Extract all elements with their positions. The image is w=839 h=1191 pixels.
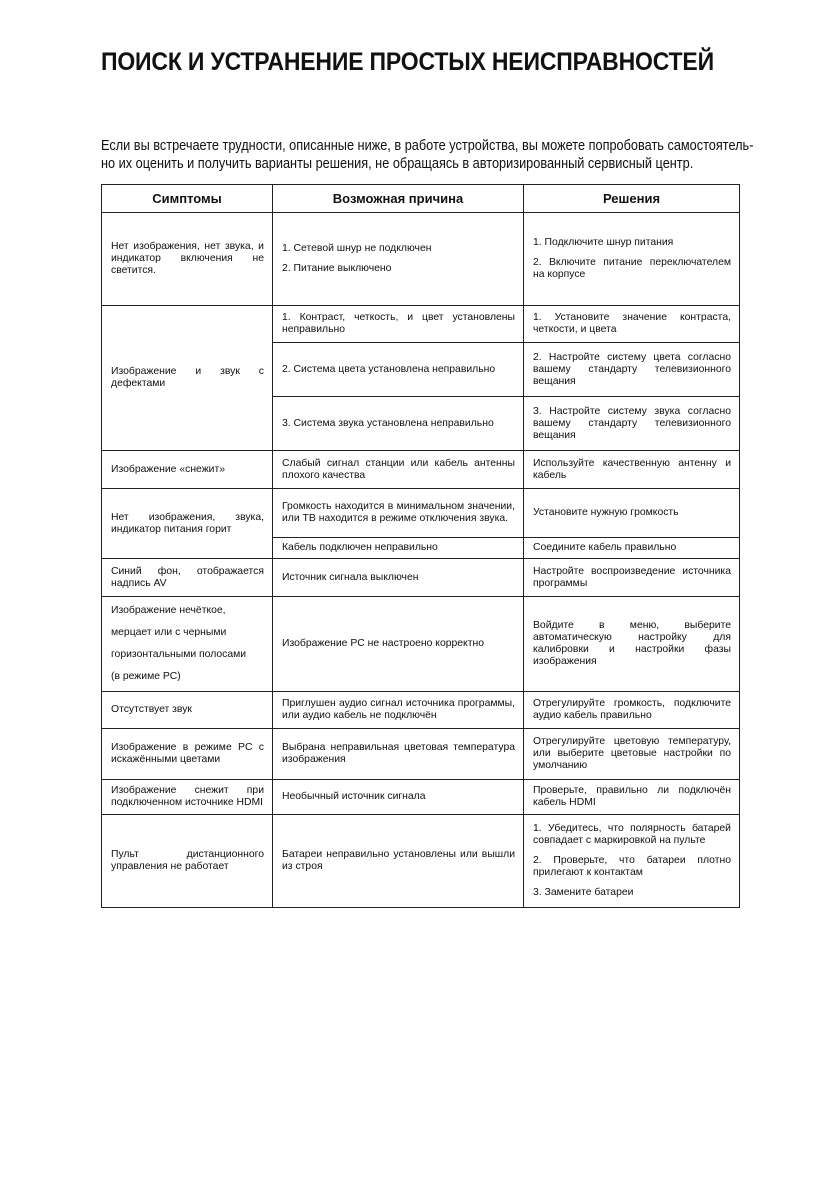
cause-item: 1. Сетевой шнур не подключен — [282, 243, 432, 254]
solution-cell: 2. Настройте систему цвета согласно вашему стандарту телевизионного вещания — [524, 343, 740, 397]
table-row — [102, 692, 740, 729]
solution-cell: Установите нужную громкость — [524, 489, 740, 538]
table-header-row — [102, 185, 740, 213]
cause-cell: Необычный источник сигнала — [273, 780, 524, 815]
cause-cell: 3. Система звука установлена неправильно — [273, 397, 524, 451]
solution-cell — [524, 213, 740, 306]
solution-cell — [524, 815, 740, 908]
solution-item: 2. Включите питание переключателем на корпусе — [533, 257, 731, 280]
table-row — [102, 729, 740, 780]
symptom-line: (в режиме PC) — [111, 671, 181, 682]
table-row — [102, 815, 740, 908]
header-cause: Возможная причина — [273, 185, 524, 213]
solution-item: 2. Проверьте, что батареи плотно прилегают к контактам — [533, 855, 731, 878]
cause-cell: 2. Система цвета установлена неправильно — [273, 343, 524, 397]
solution-item: 1. Убедитесь, что полярность батарей совпадает с маркировкой на пульте — [533, 823, 731, 846]
table-row — [102, 213, 740, 306]
symptom-cell: Изображение и звук с дефектами — [102, 306, 273, 451]
solution-cell: Отрегулируйте громкость, подключите аудио кабель правильно — [524, 692, 740, 729]
cause-cell — [273, 213, 524, 306]
solution-cell: Настройте воспроизведение источника программы — [524, 559, 740, 597]
solution-cell: 3. Настройте систему звука согласно вашему стандарту телевизионного вещания — [524, 397, 740, 451]
symptom-cell: Изображение снежит при подключенном источнике HDMI — [102, 780, 273, 815]
cause-cell: Приглушен аудио сигнал источника программы, или аудио кабель не подключён — [273, 692, 524, 729]
intro-line-2: но их оценить и получить варианты решения, не обращаясь в авторизированный сервисный центр. — [101, 156, 694, 172]
solution-cell: 1. Установите значение контраста, четкости, и цвета — [524, 306, 740, 343]
cause-cell: Громкость находится в минимальном значении, или ТВ находится в режиме отключения звука. — [273, 489, 524, 538]
solution-cell: Войдите в меню, выберите автоматическую настройку для калибровки и настройки фазы изображения — [524, 597, 740, 692]
solution-cell: Используйте качественную антенну и кабель — [524, 451, 740, 489]
symptom-line: Изображение нечёткое, — [111, 605, 226, 616]
symptom-cell: Изображение «снежит» — [102, 451, 273, 489]
cause-cell: Батареи неправильно установлены или вышли из строя — [273, 815, 524, 908]
header-solutions: Решения — [524, 185, 740, 213]
table-row — [102, 489, 740, 538]
table-row — [102, 780, 740, 815]
table-row — [102, 559, 740, 597]
solution-cell: Соедините кабель правильно — [524, 538, 740, 559]
solution-item: 1. Подключите шнур питания — [533, 237, 674, 248]
symptom-cell: Синий фон, отображается надпись AV — [102, 559, 273, 597]
symptom-line: мерцает или с черными — [111, 627, 227, 638]
symptom-cell: Нет изображения, нет звука, и индикатор включения не светится. — [102, 213, 273, 306]
cause-cell: Слабый сигнал станции или кабель антенны плохого качества — [273, 451, 524, 489]
cause-item: 2. Питание выключено — [282, 263, 392, 274]
header-symptoms: Симптомы — [102, 185, 273, 213]
cause-cell: Кабель подключен неправильно — [273, 538, 524, 559]
table-row — [102, 451, 740, 489]
cause-cell: Выбрана неправильная цветовая температура изображения — [273, 729, 524, 780]
cause-cell: Источник сигнала выключен — [273, 559, 524, 597]
symptom-cell: Изображение в режиме PC с искажёнными цветами — [102, 729, 273, 780]
solution-cell: Проверьте, правильно ли подключён кабель HDMI — [524, 780, 740, 815]
solution-item: 3. Замените батареи — [533, 887, 634, 898]
symptom-cell: Отсутствует звук — [102, 692, 273, 729]
cause-cell: Изображение PC не настроено корректно — [273, 597, 524, 692]
intro-line-1: Если вы встречаете трудности, описанные ниже, в работе устройства, вы можете попробовать самостоятель- — [101, 138, 754, 154]
symptom-line: горизонтальными полосами — [111, 649, 247, 660]
symptom-cell: Нет изображения, звука, индикатор питания горит — [102, 489, 273, 559]
intro-paragraph — [101, 137, 754, 173]
table-row — [102, 597, 740, 692]
symptom-cell: Пульт дистанционного управления не работает — [102, 815, 273, 908]
page-title: ПОИСК И УСТРАНЕНИЕ ПРОСТЫХ НЕИСПРАВНОСТЕЙ — [101, 48, 714, 76]
troubleshooting-table — [101, 184, 740, 908]
symptom-cell — [102, 597, 273, 692]
cause-cell: 1. Контраст, четкость, и цвет установлены неправильно — [273, 306, 524, 343]
table-row — [102, 306, 740, 343]
solution-cell: Отрегулируйте цветовую температуру, или выберите цветовые настройки по умолчанию — [524, 729, 740, 780]
